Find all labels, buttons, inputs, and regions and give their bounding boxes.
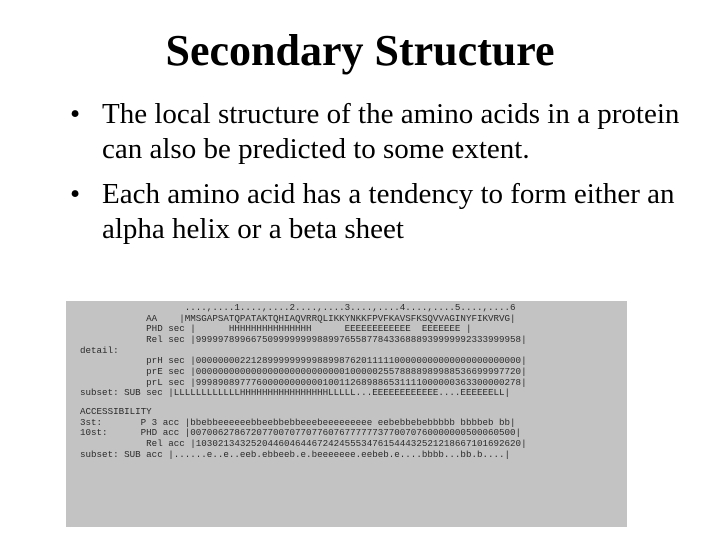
bullet-dot-icon: • — [70, 178, 81, 210]
bullet-text: The local structure of the amino acids in a protein can also be predicted to some extent. — [102, 98, 680, 165]
slide-title: Secondary Structure — [165, 26, 555, 75]
output-line: 3st: P 3 acc |bbebbeeeeeebbeebbebbeeebeeeeeeeee eebebbebebbbbb bbbbeb bb| — [80, 416, 516, 428]
output-line: subset: SUB acc |......e..e..eeb.ebbeeb.e.beeeeeee.eebeb.e....bbbb...bb.b....| — [80, 448, 511, 460]
output-line: Rel acc |10302134325204460464467242455534761544432521218667101692620| — [80, 437, 527, 449]
output-line: subset: SUB sec |LLLLLLLLLLLLHHHHHHHHHHHHHHHHLLLLL...EEEEEEEEEEEE....EEEEEELL| — [80, 387, 511, 399]
output-line: Rel sec |99999789966750999999998899765587784336888939999992333999958| — [80, 333, 527, 345]
output-line: PHD sec | HHHHHHHHHHHHHHH EEEEEEEEEEEE EEEEEEE | — [80, 323, 472, 335]
bullet-dot-icon: • — [70, 98, 81, 130]
output-line: ....,....1....,....2....,....3....,....4....,....5....,....6 — [80, 302, 516, 313]
output-line: prH sec |00000000221289999999998899876201111100000000000000000000000| — [80, 355, 527, 367]
output-line: detail: — [80, 344, 119, 356]
phd-prediction-output — [66, 301, 627, 527]
output-line: prE sec |00000000000000000000000000010000025578888989988536699997720| — [80, 365, 527, 377]
output-line: ACCESSIBILITY — [80, 405, 152, 417]
bullet-text: Each amino acid has a tendency to form either an alpha helix or a beta sheet — [102, 178, 675, 245]
output-line: 10st: PHD acc |00700627867207700707707760767777773770070760000000500060500| — [80, 427, 522, 439]
section-gap — [80, 399, 627, 407]
output-line: prL sec |99989089777600000000000100112689886531111000000363300000278| — [80, 376, 527, 388]
bullet-list — [70, 97, 690, 257]
output-line: AA |MMSGAPSATQPATAKTQHIAQVRRQLIKKYNKKFPVFKAVSFKSQVVAGINYFIKVRVG| — [80, 312, 516, 324]
bullet-item — [70, 177, 690, 247]
bullet-item — [70, 97, 690, 167]
